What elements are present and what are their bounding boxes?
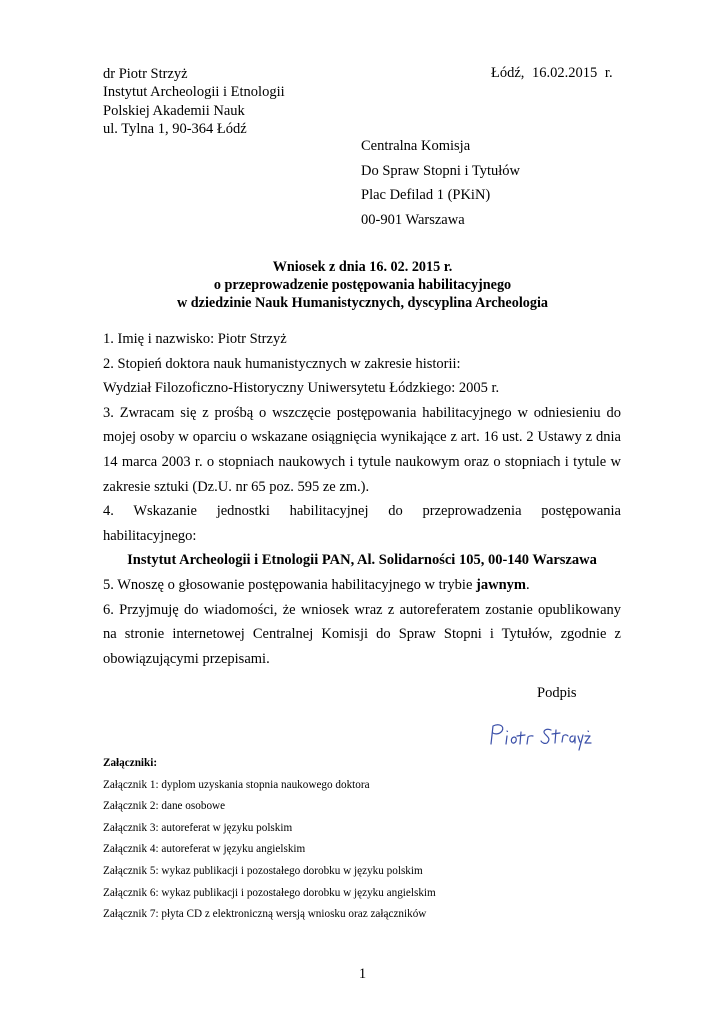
attachments-heading: Załączniki: (103, 757, 158, 769)
recipient-line-2: Do Spraw Stopni i Tytułów (361, 162, 521, 179)
handwritten-signature (485, 718, 595, 759)
signature-graphic (485, 718, 595, 754)
item-4-unit-name: Instytut Archeologii i Etnologii PAN, Al. Solidarności 105, 00-140 Warszawa (127, 552, 597, 569)
sender-block (103, 65, 285, 138)
title-line-1: Wniosek z dnia 16. 02. 2015 r. (272, 259, 453, 275)
attachment-item: Załącznik 6: wykaz publikacji i pozostałego dorobku w języku angielskim (103, 886, 436, 899)
place-date: Łódź, 16.02.2015 r. (491, 65, 613, 81)
item-6-acknowledgement: 6. Przyjmuję do wiadomości, że wniosek wraz z autoreferatem zostanie opublikowany na stronie internetowej Centralnej Komisji do Spraw Stopni i Tytułów, zgodnie z obowiązującymi przepisami. (103, 601, 621, 667)
sender-name: dr Piotr Strzyż (103, 66, 188, 82)
application-body (103, 327, 621, 671)
item-5-prefix: 5. Wnoszę o głosowanie postępowania habilitacyjnego w trybie (103, 576, 477, 593)
item-3-request: 3. Zwracam się z prośbą o wszczęcie postępowania habilitacyjnego w odniesieniu do mojej osoby w oparciu o wskazane osiągnięcia wynikające z art. 16 ust. 2 Ustawy z dnia 14 marca 2003 r. o stopniach naukowych i tytule naukowym oraz o stopniach i tytule w zakresie sztuki (Dz.U. nr 65 poz. 595 ze zm.). (103, 404, 621, 495)
item-1-name: 1. Imię i nazwisko: Piotr Strzyż (103, 331, 287, 347)
signature-label: Podpis (537, 685, 577, 701)
item-5-suffix: . (525, 576, 530, 593)
title-line-2: o przeprowadzenie postępowania habilitacyjnego (213, 277, 512, 293)
document-title (0, 258, 725, 312)
attachment-item: Załącznik 5: wykaz publikacji i pozostałego dorobku w języku polskim (103, 864, 423, 877)
attachment-item: Załącznik 7: płyta CD z elektroniczną wersją wniosku oraz załączników (103, 908, 427, 921)
recipient-line-1: Centralna Komisja (361, 138, 471, 154)
attachment-item: Załącznik 4: autoreferat w języku angielskim (103, 843, 306, 856)
item-4-unit-indication: 4. Wskazanie jednostki habilitacyjnej do przeprowadzenia postępowania (103, 503, 621, 520)
title-line-3: w dziedzinie Nauk Humanistycznych, dyscyplina Archeologia (176, 295, 548, 311)
attachments-list (103, 753, 436, 926)
recipient-block (361, 134, 520, 232)
attachment-item: Załącznik 2: dane osobowe (103, 800, 226, 813)
item-4-continuation: habilitacyjnego: (103, 527, 197, 544)
page-number: 1 (358, 966, 367, 982)
item-5-mode: jawnym (476, 576, 526, 593)
item-2-faculty: Wydział Filozoficzno-Historyczny Uniwersytetu Łódzkiego: 2005 r. (103, 380, 500, 397)
attachment-item: Załącznik 3: autoreferat w języku polskim (103, 821, 293, 834)
recipient-line-3: Plac Defilad 1 (PKiN) (361, 187, 491, 203)
sender-institute: Instytut Archeologii i Etnologii (103, 84, 285, 101)
item-5-voting (103, 573, 621, 598)
sender-academy: Polskiej Akademii Nauk (103, 102, 245, 119)
sender-address: ul. Tylna 1, 90-364 Łódź (103, 120, 247, 137)
item-2-degree: 2. Stopień doktora nauk humanistycznych w zakresie historii: (103, 355, 461, 372)
recipient-line-4: 00-901 Warszawa (361, 211, 465, 228)
attachment-item: Załącznik 1: dyplom uzyskania stopnia naukowego doktora (103, 778, 370, 791)
